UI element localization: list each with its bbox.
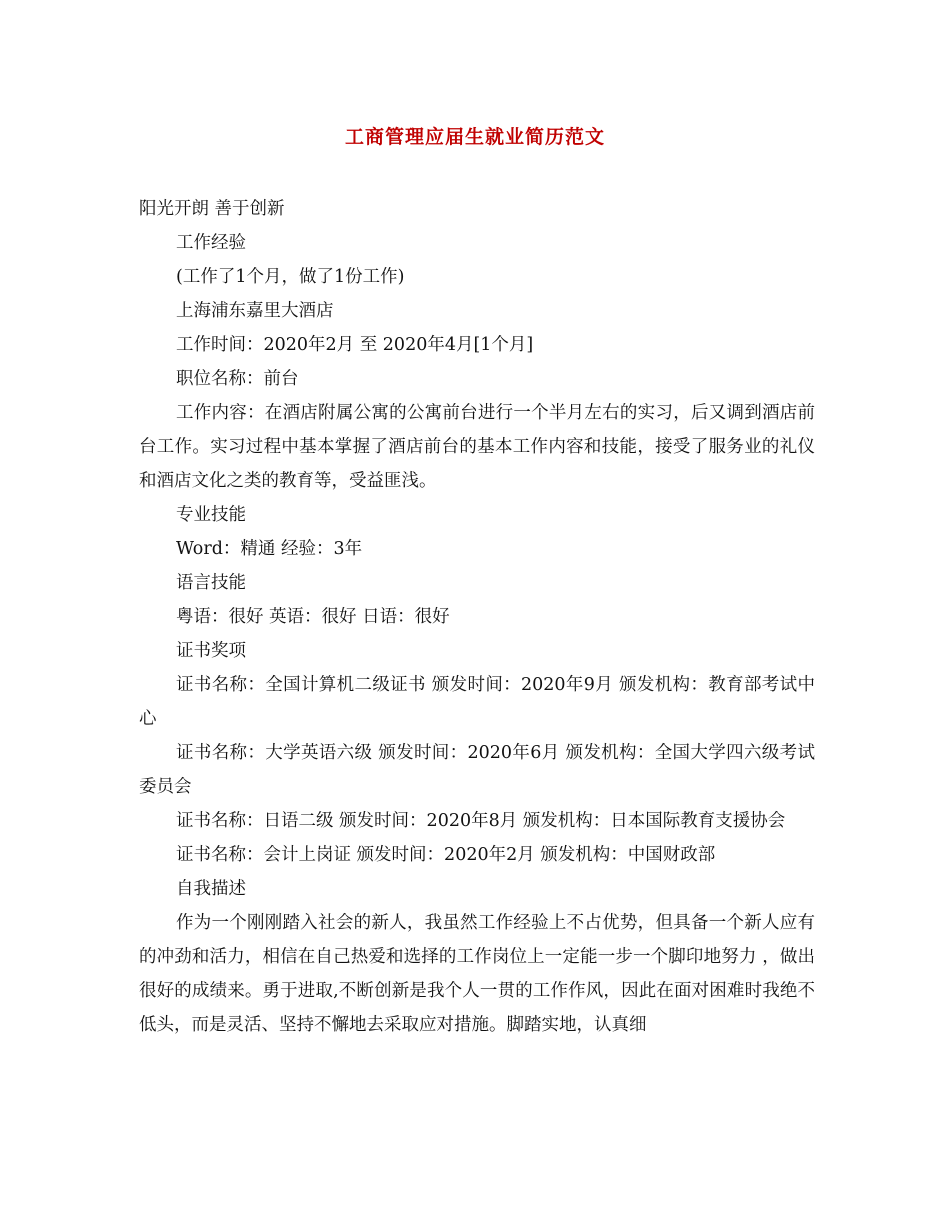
- work-summary: (工作了1个月，做了1份工作): [176, 267, 405, 287]
- section-heading-language-skills: 语言技能: [176, 573, 246, 593]
- section-heading-self-description: 自我描述: [176, 879, 246, 899]
- certificate-item: 证书名称：全国计算机二级证书 颁发时间：2020年9月 颁发机构：教育部考试中心: [139, 675, 815, 729]
- job-description: 工作内容：在酒店附属公寓的公寓前台进行一个半月左右的实习，后又调到酒店前台工作。实习过程中基本掌握了酒店前台的基本工作内容和技能，接受了服务业的礼仪和酒店文化之类的教育等，受益匪浅。: [139, 403, 815, 491]
- job-title: 职位名称：前台: [176, 369, 299, 389]
- certificate-item: 证书名称：会计上岗证 颁发时间：2020年2月 颁发机构：中国财政部: [176, 845, 716, 865]
- section-heading-professional-skills: 专业技能: [176, 505, 246, 525]
- work-period: 工作时间：2020年2月 至 2020年4月[1个月]: [176, 335, 534, 355]
- tagline: 阳光开朗 善于创新: [139, 199, 285, 219]
- section-heading-work-experience: 工作经验: [176, 233, 246, 253]
- certificate-item: 证书名称：日语二级 颁发时间：2020年8月 颁发机构：日本国际教育支援协会: [176, 811, 786, 831]
- skill-item: Word：精通 经验：3年: [176, 539, 363, 559]
- employer-name: 上海浦东嘉里大酒店: [176, 301, 334, 321]
- document-body: [139, 192, 815, 1042]
- certificate-item: 证书名称：大学英语六级 颁发时间：2020年6月 颁发机构：全国大学四六级考试委员会: [139, 743, 815, 797]
- language-item: 粤语：很好 英语：很好 日语：很好: [176, 607, 450, 627]
- self-description-text: 作为一个刚刚踏入社会的新人，我虽然工作经验上不占优势，但具备一个新人应有的冲劲和活力，相信在自己热爱和选择的工作岗位上一定能一步一个脚印地努力 ，做出很好的成绩来。勇于进取,不断创新是我个人一贯的工作作风，因此在面对困难时我绝不低头，而是灵活、坚持不懈地去采取应对措施。脚踏实地，认真细: [139, 913, 815, 1035]
- section-heading-certificates: 证书奖项: [176, 641, 246, 661]
- document-title: 工商管理应届生就业简历范文: [344, 126, 605, 148]
